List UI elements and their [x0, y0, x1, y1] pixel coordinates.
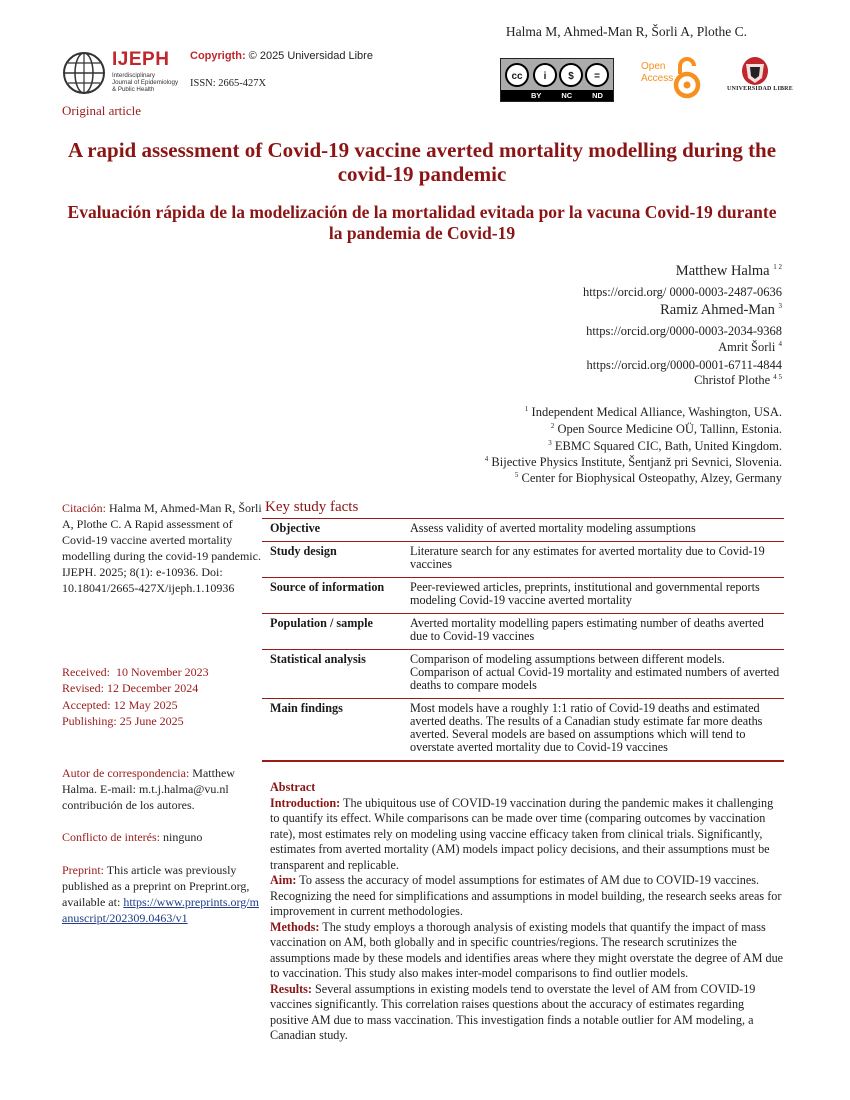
university-crest-icon [735, 56, 775, 86]
key-facts-title: Key study facts [265, 499, 359, 515]
no-derivatives-icon: = [585, 63, 609, 87]
abstract-methods: Methods: The study employs a thorough analysis of existing models that quantify the impact of mass vaccination on AM, both globally and in specific countries/regions. The research scrutinizes the assumptions made by these models and identifies areas where they might overstate the degree of AM due to vaccination. This study also makes inter-model comparisons to find outlier models. [270, 919, 784, 980]
cc-label-nd: ND [592, 91, 603, 100]
author-orcid-link[interactable]: https://orcid.org/0000-0003-2034-9368 [586, 324, 782, 338]
revised-date: Revised: 12 December 2024 [62, 681, 199, 695]
author-orcid-link[interactable]: https://orcid.org/ 0000-0003-2487-0636 [582, 285, 782, 299]
received-date: Received: 10 November 2023 [62, 665, 209, 679]
cc-icon: cc [505, 63, 529, 87]
abstract-introduction: Introduction: The ubiquitous use of COVID-19 vaccination during the pandemic makes it challenging to quantify its effect. While comparisons can be made over time (comparing outcomes by vaccination rate), most estimates rely on modeling using vaccine efficacy taken from clinical trials. Significantly, estimates from averted mortality (AM) models impact policy decisions, and their assumptions must be transparent and replicable. [270, 795, 774, 872]
table-row: Source of information Peer-reviewed articles, preprints, institutional and governmental reports modeling Covid-19 vaccine averted mortality [262, 578, 784, 614]
running-authors: Halma M, Ahmed-Man R, Šorli A, Plothe C. [505, 24, 747, 39]
table-row: Statistical analysis Comparison of modeling assumptions between different models. Comparison of actual Covid-19 mortality and estimated numbers of averted deaths to compare models [262, 650, 784, 699]
abstract-heading: Abstract [270, 780, 316, 794]
by-attribution-icon: i [533, 63, 557, 87]
author-orcid-link[interactable]: https://orcid.org/0000-0001-6711-4844 [586, 358, 782, 372]
globe-logo-icon [62, 51, 106, 95]
corresponding-author: Autor de correspondencia: Matthew Halma. E-mail: m.t.j.halma@vu.nl contribución de los autores. [62, 766, 235, 812]
abstract [270, 780, 784, 1044]
article-type: Original article [62, 103, 142, 118]
open-access-lock-icon [672, 54, 702, 100]
author-name: Ramiz Ahmed-Man $^3$ [660, 302, 782, 318]
cc-label-by: BY [530, 91, 542, 100]
affiliation: $^5$ Center for Biophysical Osteopathy, Alzey, Germany [514, 470, 782, 485]
preprint-note: Preprint: This article was previously published as a preprint on Preprint.org, available at: https://www.preprints.org/manuscript/202309.0463/v1 [62, 863, 259, 925]
table-row: Population / sample Averted mortality modelling papers estimating number of deaths averted due to Covid-19 vaccines [262, 614, 784, 650]
affiliation: $^4$ Bijective Physics Institute, Šentjanž pri Sevnici, Slovenia. [484, 454, 782, 469]
author-name: Amrit Šorli $^4$ [718, 339, 782, 354]
affiliation: $^3$ EBMC Squared CIC, Bath, United Kingdom. [548, 438, 782, 453]
journal-logo-name: IJEPH [112, 49, 170, 70]
cc-license-badge[interactable] [500, 58, 614, 102]
publishing-date: Publishing: 25 June 2025 [62, 714, 184, 728]
abstract-aim: Aim: To assess the accuracy of model assumptions for estimates of AM due to COVID-19 vaccines. Recognizing the need for simplifications and assumptions in model building, the research seeks areas for improvement in current methodologies. [270, 873, 782, 918]
author-name: Christof Plothe $^{4 5}$ [694, 372, 782, 387]
issn: ISSN: 2665-427X [190, 78, 267, 89]
preprint-link[interactable]: https://www.preprints.org/manuscript/202309.0463/v1 [62, 895, 259, 925]
table-row: Objective Assess validity of averted mortality modeling assumptions [262, 519, 784, 542]
accepted-date: Accepted: 12 May 2025 [62, 698, 178, 712]
non-commercial-icon: $ [559, 63, 583, 87]
open-access-label: Open Access [641, 61, 674, 84]
conflict-of-interest: Conflicto de interés: ninguno [62, 830, 203, 844]
journal-full-name: Interdisciplinary Journal of Epidemiology & Public Health [112, 72, 179, 93]
article-title-spanish: Evaluación rápida de la modelización de la mortalidad evitada por la vacuna Covid-19 durante la pandemia de Covid-19 [67, 202, 777, 243]
key-facts-table [262, 519, 784, 762]
article-title: A rapid assessment of Covid-19 vaccine averted mortality modelling during the covid-19 pandemic [67, 138, 777, 186]
affiliation: $^2$ Open Source Medicine OÜ, Tallinn, Estonia. [550, 421, 782, 436]
copyright-notice: Copyrigth: © 2025 Universidad Libre [190, 50, 373, 62]
abstract-results: Results: Several assumptions in existing models tend to overstate the level of AM from COVID-19 vaccines significantly. This correlation raises questions about the accuracy of estimates regarding positive AM due to mass vaccination. This investigation finds a notable outlier for AM modeling, a Canadian study. [270, 981, 756, 1042]
cc-label-nc: NC [561, 91, 573, 100]
affiliation: $^1$ Independent Medical Alliance, Washington, USA. [524, 404, 782, 419]
table-row: Study design Literature search for any estimates for averted mortality due to Covid-19 vaccines [262, 542, 784, 578]
table-row: Main findings Most models have a roughly 1:1 ratio of Covid-19 deaths and estimated averted deaths. The results of a Canadian study estimate far more deaths averted. Several models are based on assumptions which will tend to overstate averted mortality due to Covid-19 vaccines [262, 699, 784, 762]
university-name: UNIVERSIDAD LIBRE [727, 86, 793, 92]
author-name: Matthew Halma $^{1 2}$ [675, 263, 782, 279]
citation: Citación: Halma M, Ahmed-Man R, Šorli A, Plothe C. A Rapid assessment of Covid-19 vaccine averted mortality modelling during the covid-19 pandemic. IJEPH. 2025; 8(1): e-10936. Doi: 10.18041/2665-427X/ijeph.1.10936 [62, 501, 262, 595]
